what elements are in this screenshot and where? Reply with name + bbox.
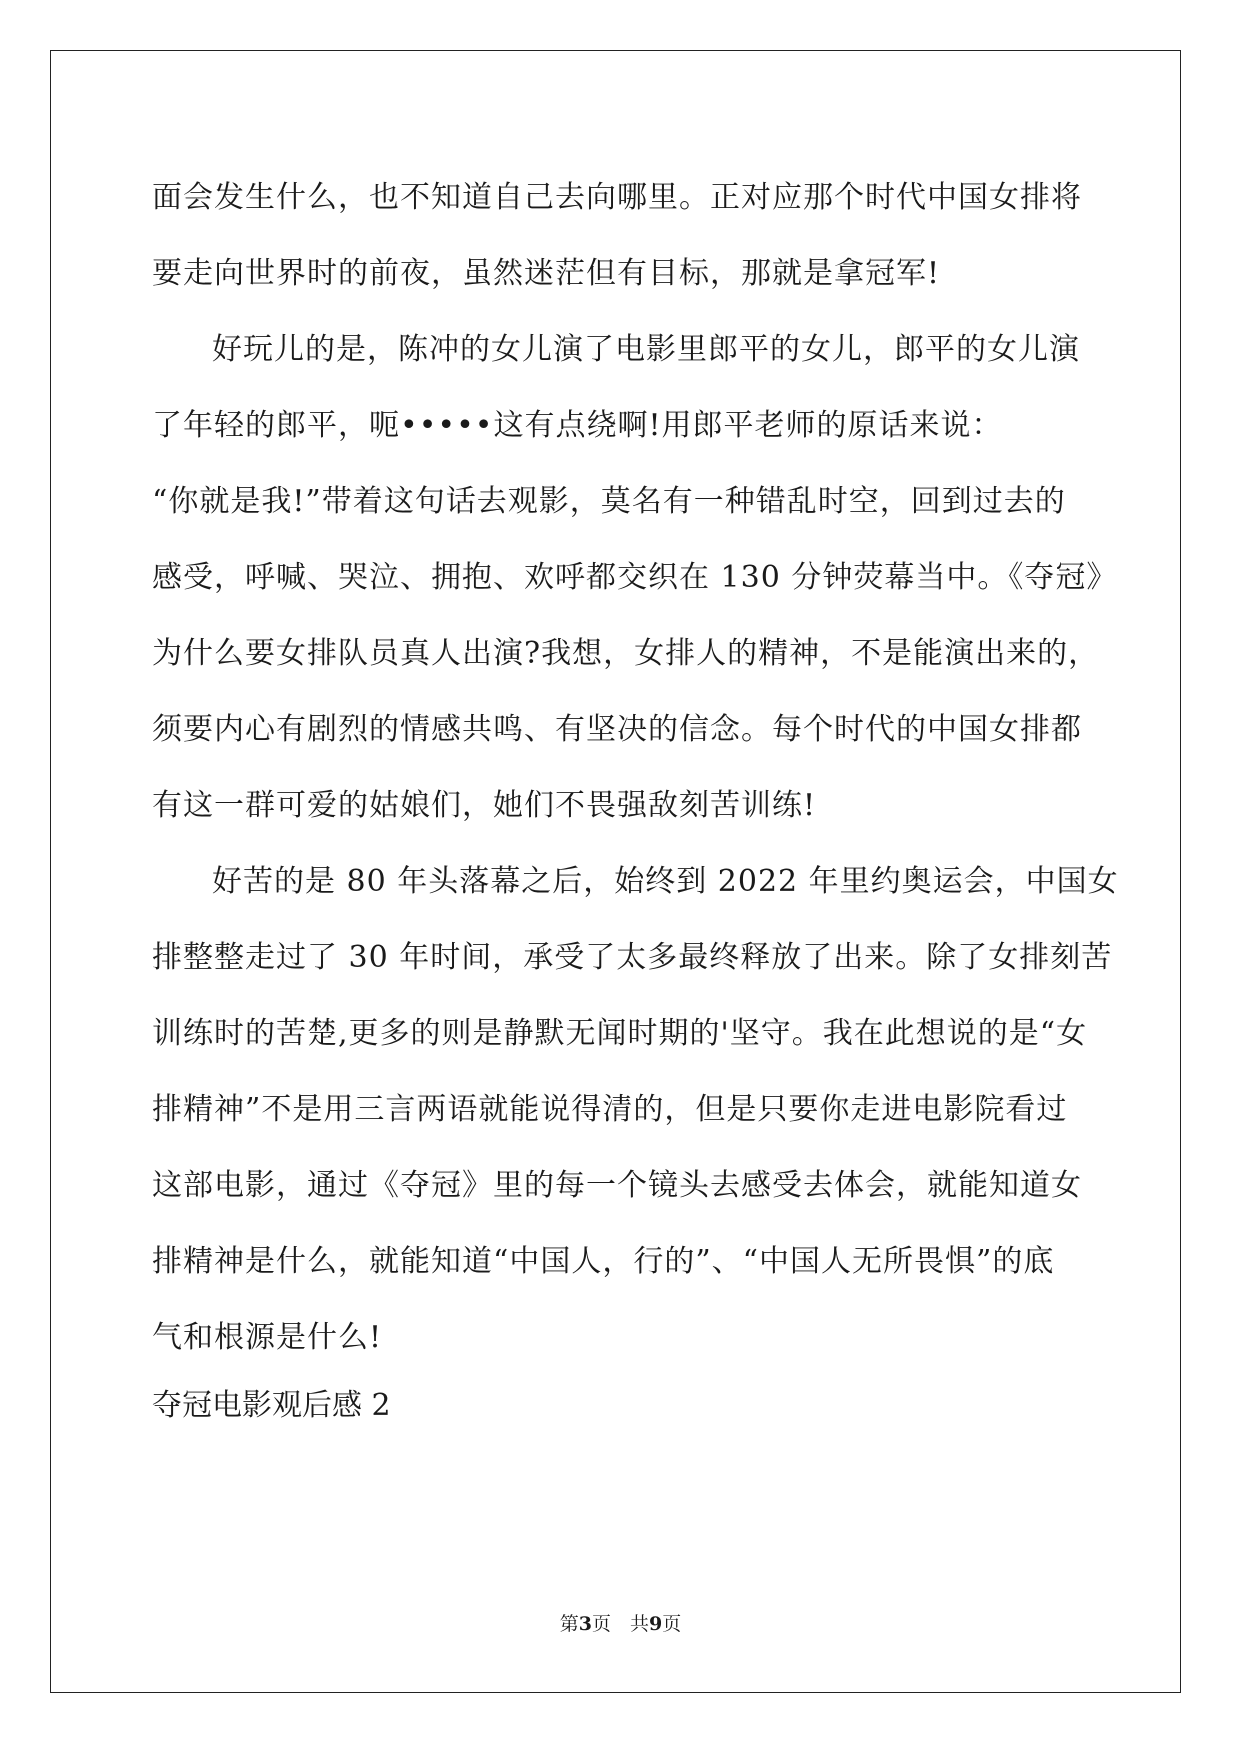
text-line: 排精神”不是用三言两语就能说得清的，但是只要你走进电影院看过	[152, 1092, 1068, 1127]
text-line: “你就是我!”带着这句话去观影，莫名有一种错乱时空，回到过去的	[152, 484, 1066, 519]
text-line: 排整整走过了 30 年时间，承受了太多最终释放了出来。除了女排刻苦	[152, 940, 1113, 975]
footer-prefix: 第	[559, 1613, 579, 1635]
document-body	[152, 160, 1119, 1436]
text-line: 感受，呼喊、哭泣、拥抱、欢呼都交织在 130 分钟荧幕当中。《夺冠》	[152, 560, 1118, 595]
section-heading: 夺冠电影观后感 2	[152, 1388, 391, 1423]
paragraph-start-line: 好苦的是 80 年头落幕之后，始终到 2022 年里约奥运会，中国女	[212, 864, 1119, 899]
text-line: 气和根源是什么!	[152, 1320, 383, 1355]
current-page-number: 3	[578, 1613, 592, 1635]
text-line: 训练时的苦楚,更多的则是静默无闻时期的'坚守。我在此想说的是“女	[152, 1016, 1088, 1051]
paragraph-start-line: 好玩儿的是，陈冲的女儿演了电影里郎平的女儿，郎平的女儿演	[212, 332, 1080, 367]
text-line: 要走向世界时的前夜，虽然迷茫但有目标，那就是拿冠军!	[152, 256, 941, 291]
text-line: 排精神是什么，就能知道“中国人，行的”、“中国人无所畏惧”的底	[152, 1244, 1055, 1279]
total-page-number: 9	[649, 1613, 663, 1635]
text-line: 了年轻的郎平，呃•••••这有点绕啊!用郎平老师的原话来说：	[152, 408, 1003, 443]
text-line: 须要内心有剧烈的情感共鸣、有坚决的信念。每个时代的中国女排都	[152, 712, 1082, 747]
footer-suffix: 页	[662, 1613, 682, 1635]
text-line: 面会发生什么，也不知道自己去向哪里。正对应那个时代中国女排将	[152, 180, 1082, 215]
text-line: 有这一群可爱的姑娘们，她们不畏强敌刻苦训练!	[152, 788, 817, 823]
text-line: 这部电影，通过《夺冠》里的每一个镜头去感受去体会，就能知道女	[152, 1168, 1082, 1203]
footer-mid: 页 共	[591, 1613, 649, 1635]
text-line: 为什么要女排队员真人出演?我想，女排人的精神，不是能演出来的，	[152, 636, 1100, 671]
page-footer	[0, 1611, 1241, 1637]
